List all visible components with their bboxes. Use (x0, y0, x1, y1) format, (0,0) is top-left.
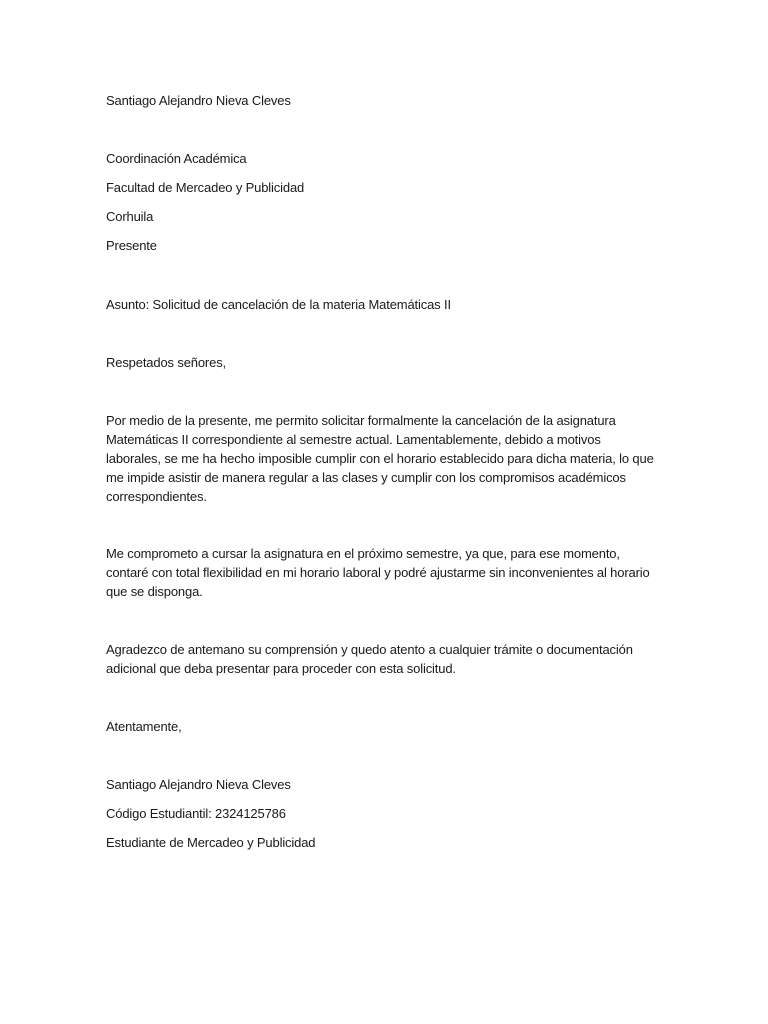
sender-name: Santiago Alejandro Nieva Cleves (106, 93, 291, 108)
student-program: Estudiante de Mercadeo y Publicidad (106, 835, 316, 850)
recipient-line-4: Presente (106, 238, 157, 253)
subject-line: Asunto: Solicitud de cancelación de la materia Matemáticas II (106, 297, 451, 312)
closing: Atentamente, (106, 719, 182, 734)
signature-name: Santiago Alejandro Nieva Cleves (106, 777, 291, 792)
recipient-line-2: Facultad de Mercadeo y Publicidad (106, 180, 305, 195)
student-code: Código Estudiantil: 2324125786 (106, 806, 286, 821)
body-paragraph-3: Agradezco de antemano su comprensión y quedo atento a cualquier trámite o documentación adicional que deba presentar para proceder con esta solicitud. (106, 642, 633, 676)
body-paragraph-1: Por medio de la presente, me permito solicitar formalmente la cancelación de la asignatura Matemáticas II correspondiente al semestre actual. Lamentablemente, debido a motivos laborales, se me ha hecho imposible cumplir con el horario establecido para dicha materia, lo que me impide asistir de manera regular a las clases y cumplir con los compromisos académicos correspondientes. (106, 413, 654, 504)
recipient-line-1: Coordinación Académica (106, 151, 247, 166)
recipient-line-3: Corhuila (106, 209, 154, 224)
body-paragraph-2: Me comprometo a cursar la asignatura en el próximo semestre, ya que, para ese momento, contaré con total flexibilidad en mi horario laboral y podré ajustarme sin inconvenientes al horario que se disponga. (106, 546, 650, 599)
salutation: Respetados señores, (106, 355, 227, 370)
